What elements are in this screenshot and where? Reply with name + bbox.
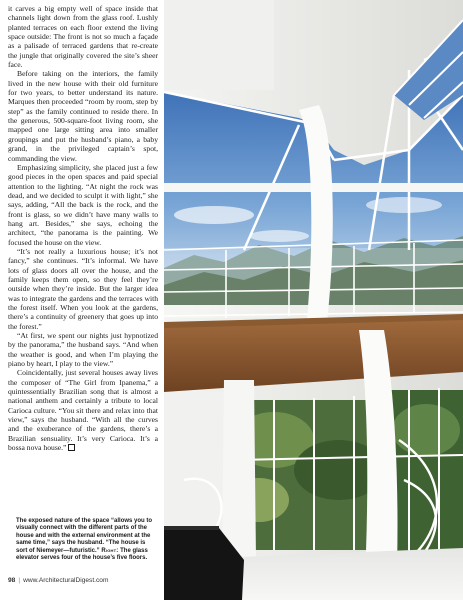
article-paragraph-text: Coincidentally, just several houses away lives the composer of “The Girl from Ipanema,” a quintessentially Brazilian song that is almost a national anthem and certainly a tribute to local Carioca culture. “You sit there and relax into that view,” says the husband. “With all the curves and the exuberance of the gardens, there’s a Brazilian sensuality. It’s very Carioca. It’s a bossa nova house.” (8, 368, 158, 453)
cloud (174, 206, 254, 224)
article-paragraph: Emphasizing simplicity, she placed just a few good pieces in the open spaces and paid special attention to the lighting. “At night the rock was dead, and we decided to sculpt it with light,” she says, adding, “All the back is the rock, and the front is glass, so we didn’t have many walls to hang art. Besides,” she says, echoing the architect, “the panorama is the painting. We focused the house on the view. (8, 162, 158, 247)
cloud (249, 230, 309, 242)
website-url: www.ArchitecturalDigest.com (23, 577, 109, 584)
end-mark-icon (68, 444, 75, 451)
photo-caption (16, 518, 154, 562)
caption-right-label: Right: (101, 547, 119, 554)
piano-lid-edge (164, 526, 219, 530)
article-paragraph: it carves a big empty well of space inside that channels light down from the glass roof. Lushly planted terraces on each floor extend the living space outside: The front is not so much a façade as a palisade of terraced gardens that re-create the jungle that originally covered the site’s sheer face. (8, 4, 158, 70)
folio (8, 577, 108, 584)
upper-wall (164, 0, 274, 90)
article-text-column (8, 4, 158, 453)
article-paragraph: Before taking on the interiors, the family lived in the new house with their old furniture for two years, to better understand its nature. Marques then proceeded “room by room, step by step” as the family continued to reside there. In the generous, 500-square-foot living room, she mapped one large sitting area into smaller groupings and put the husband’s piano, a baby grand, in the privileged captain’s spot, commanding the view. (8, 69, 158, 163)
caption-right-text: The glass elevator serves four of the house’s five floors. (16, 547, 148, 562)
article-paragraph: “At first, we spent our nights just hypnotized by the panorama,” the husband says. “And when the weather is good, and when I’m playing the piano by heart, I play to the view.” (8, 331, 158, 369)
page-number: 98 (8, 577, 16, 584)
interior-photo (164, 0, 463, 600)
article-paragraph: “It’s not really a luxurious house; it’s not fancy,” she continues. “It’s informal. We have lots of glass doors all over the house, and the family keeps them open, so they feel they’re outside when they’re inside. But the larger idea was to integrate the gardens and the terraces with the forest itself. When you look at the gardens, there’s a continuity of greenery that goes up into the forest.” (8, 246, 158, 331)
caption-lead: The exposed nature of the space “allows you to visually connect with the different parts of the house and with the external environment at the same time,” says the husband. “The house is sort of Niemeyer—futuristic.” (16, 518, 153, 554)
folio-separator: | (18, 577, 21, 584)
lower-pillar (222, 380, 256, 560)
article-paragraph-last (8, 368, 158, 452)
foliage (392, 404, 460, 456)
